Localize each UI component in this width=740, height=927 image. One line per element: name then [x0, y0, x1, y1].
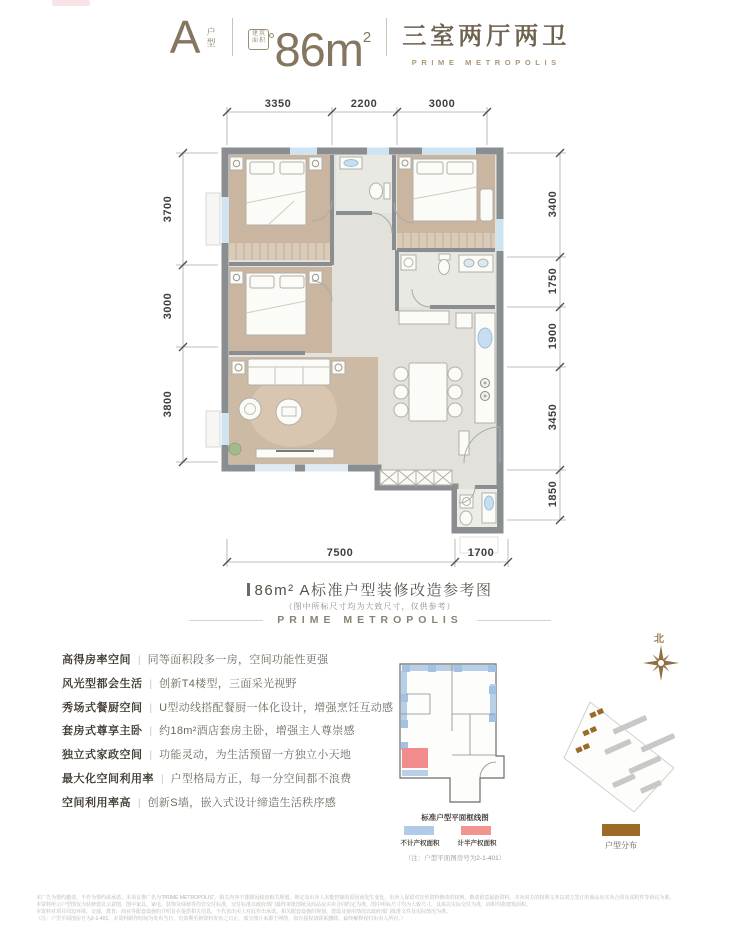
- plant: [229, 443, 241, 455]
- north-label: 北: [654, 634, 664, 645]
- legend-blue-swatch: [404, 826, 434, 835]
- divider-line: [477, 620, 551, 621]
- dim-bottom-1: 7500: [326, 547, 354, 559]
- mini-plan-caption: 标准户型平面框线图: [421, 813, 489, 822]
- brand-divider: [0, 614, 740, 626]
- site-legend-swatch: [602, 824, 640, 836]
- feature-label: 秀场式餐厨空间: [62, 701, 143, 714]
- brand-divider-text: PRIME METROPOLIS: [277, 614, 463, 626]
- rooms-title: 三室两厅两卫: [402, 23, 571, 50]
- dim-left-1: 3700: [162, 195, 174, 223]
- feature-separator: |: [138, 797, 141, 809]
- feature-row: [62, 724, 393, 739]
- legend-red-label: 计半产权面积: [457, 840, 497, 847]
- header-right: [402, 16, 570, 67]
- feature-separator: |: [149, 678, 153, 690]
- armchair: [239, 398, 261, 420]
- dim-top-1: 3350: [264, 98, 292, 110]
- dim-left-3: 3800: [162, 390, 174, 418]
- feature-separator: |: [149, 702, 153, 714]
- feature-list: [62, 653, 393, 820]
- site-legend-label: 户型分布: [605, 841, 637, 850]
- feature-label: 高得房率空间: [62, 654, 131, 666]
- footer-line: 本资料对项目周边环境、交通、教育、商业等配套设施的介绍旨在提供相关信息，不代表出卖人对此作出承诺。相关配套设施的规划、建设及使用情况以政府部门批准文件及实际情况为准。: [36, 908, 452, 915]
- mini-plan-note: （注：户型平面图房号为2-1-401）: [404, 855, 506, 862]
- area-badge: 建筑面积: [248, 29, 269, 50]
- feature-desc: 同等面积段多一房，空间功能性更强: [147, 654, 329, 666]
- legend-red-swatch: [461, 826, 491, 835]
- feature-separator: |: [149, 750, 153, 762]
- sofa: [232, 359, 345, 385]
- header-divider: [232, 18, 233, 56]
- area-value: $86m^2$: [274, 23, 372, 76]
- footer-line: （注：户型平面图房号为2-1-401。本资料制作时间为发布当日，有效期至新资料发布之日止，部分图片来源于网络，如有侵权请联系删除。最终解释权归出卖人所有。）: [36, 915, 406, 922]
- feature-row: [62, 677, 393, 692]
- feature-desc: U型动线搭配餐厨一体化设计，增强烹饪互动感: [159, 701, 394, 714]
- header-divider: [386, 18, 387, 56]
- watermark-smudge: [52, 0, 90, 6]
- plan-caption: [0, 579, 740, 600]
- feature-label: 最大化空间利用率: [62, 772, 154, 785]
- feature-separator: |: [138, 655, 141, 666]
- divider-line: [189, 620, 263, 621]
- compass-north-icon: [642, 644, 680, 682]
- footer-line: 本广告为要约邀请，不作为要约或承诺。本项目推广名为“PRIME METROPOLIS”，相关内容不排除因政府相关规划、规定及出卖人未能控制的原因而发生变化，出卖人保留对宣传资料修改的权利，敬请留意最新资料。买卖双方的权利义务以双方签订的商品房买卖合同及其附件等协议为准。: [36, 895, 675, 901]
- footer-disclaimer: [36, 895, 704, 923]
- dim-top-3: 3000: [428, 98, 456, 110]
- feature-row: [62, 772, 393, 787]
- feature-desc: 约18m²酒店套房主卧，增强主人尊崇感: [159, 725, 355, 738]
- caption-tick: [247, 583, 250, 596]
- feature-row: [62, 653, 393, 668]
- feature-row: [62, 701, 393, 716]
- mini-plan-diagram: [392, 656, 510, 808]
- feature-desc: 功能灵动，为生活预留一方独立小天地: [159, 749, 352, 762]
- dim-right-5: 1850: [547, 480, 559, 508]
- floor-plan: [160, 95, 580, 575]
- header: [0, 12, 740, 76]
- feature-row: [62, 748, 393, 763]
- mini-plan-red-area: [402, 748, 428, 768]
- dim-right-1: 3400: [547, 190, 559, 218]
- legend-blue-label: 不计产权面积: [400, 840, 440, 847]
- dim-left-2: 3000: [162, 292, 174, 320]
- dim-bottom-2: 1700: [467, 547, 495, 559]
- unit-type-label: 户型: [205, 27, 216, 49]
- plan-caption-note: （图中所标尺寸均为大致尺寸，仅供参考）: [284, 602, 456, 611]
- feature-label: 独立式家政空间: [62, 749, 143, 762]
- feature-desc: 户型格局方正，每一分空间都不浪费: [170, 772, 352, 785]
- ac-platform: [206, 193, 220, 245]
- unit-type-letter: A: [169, 11, 201, 63]
- coffee-table: [276, 399, 302, 425]
- dining-table: [394, 363, 462, 421]
- feature-label: 空间利用率高: [62, 796, 131, 809]
- feature-desc: 创新S墙，嵌入式设计缔造生活秩序感: [147, 796, 337, 809]
- dim-right-2: 1750: [547, 267, 559, 295]
- dim-right-4: 3450: [547, 403, 559, 431]
- feature-row: [62, 796, 393, 811]
- plan-caption-text: 86m² A标准户型装修改造参考图: [254, 582, 493, 599]
- footer-line: 本资料所示户型图仅为装修建议示意图，图中家具、家电、装饰及绿植等均非交付标准，交付标准以政府部门最终审批图纸及商品房买卖合同约定为准。图中所标尺寸均为大致尺寸，具体以实际交付为准，面积均指建筑面积。: [36, 901, 532, 908]
- area-superscript: 2: [362, 29, 372, 46]
- feature-label: 风光型都会生活: [62, 677, 143, 690]
- dim-right-3: 1900: [547, 322, 559, 350]
- site-plan: [560, 692, 725, 822]
- entry-cabinet: [459, 431, 469, 455]
- feature-desc: 创新T4楼型，三面采光视野: [159, 677, 297, 690]
- feature-separator: |: [149, 726, 153, 738]
- ac-platform: [206, 411, 220, 447]
- entry-wardrobe: [380, 470, 452, 485]
- brand-name: PRIME METROPOLIS: [411, 58, 561, 67]
- dim-top-2: 2200: [350, 98, 378, 110]
- feature-separator: |: [161, 773, 164, 785]
- feature-label: 套房式尊享主卧: [62, 725, 143, 738]
